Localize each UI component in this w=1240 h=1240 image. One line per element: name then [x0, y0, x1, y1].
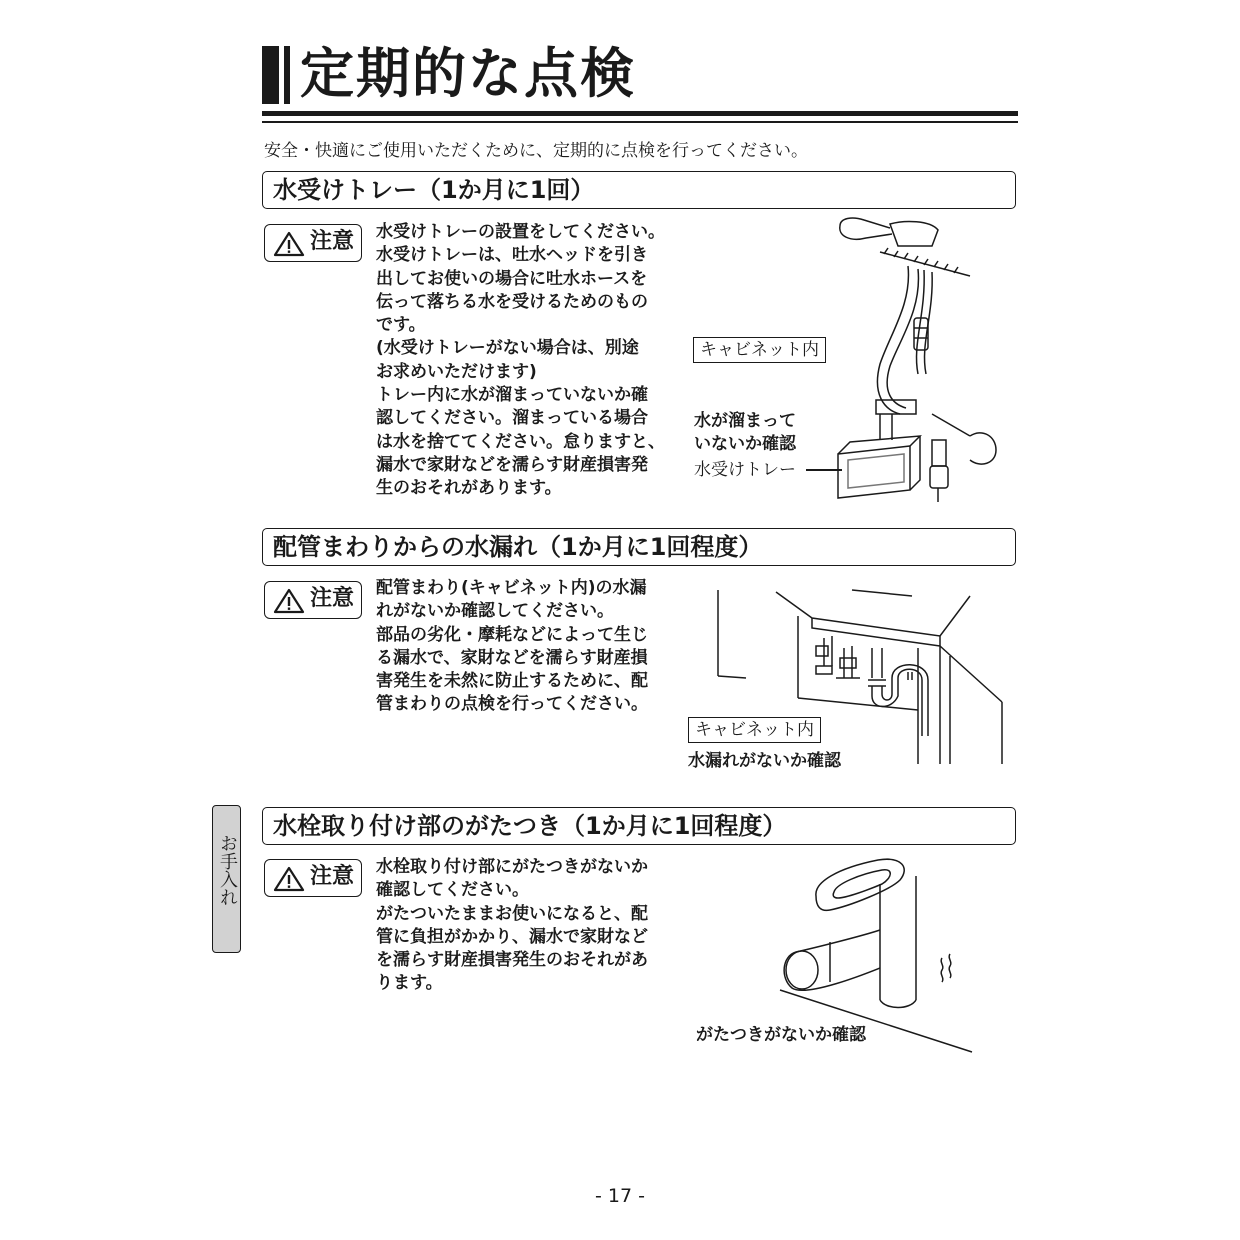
note-line: 水が溜まって	[694, 411, 796, 431]
body-line: 漏水で家財などを濡らす財産損害発	[376, 454, 648, 475]
body-line: ります。	[376, 973, 443, 994]
body-line: 生のおそれがあります。	[376, 478, 562, 499]
body-line: 管に負担がかかり、漏水で家財など	[376, 926, 648, 947]
section-body-tray	[376, 221, 665, 501]
body-line: 水受けトレーは、吐水ヘッドを引き	[376, 245, 648, 266]
caution-label: 注意	[310, 864, 355, 889]
side-tab-care	[212, 805, 241, 953]
tray-part-label: 水受けトレー	[694, 460, 796, 480]
warning-triangle-icon	[273, 588, 305, 614]
cabinet-label: キャビネット内	[693, 337, 826, 363]
warning-triangle-icon	[273, 866, 305, 892]
section-header-tray	[262, 171, 1016, 209]
tray-check-note	[694, 410, 796, 456]
section-header-piping	[262, 528, 1016, 566]
warning-triangle-icon	[273, 231, 305, 257]
tray-illustration	[820, 214, 1020, 504]
intro-text: 安全・快適にご使用いただくために、定期的に点検を行ってください。	[264, 141, 808, 161]
body-line: 伝って落ちる水を受けるためのもの	[376, 291, 648, 312]
section-title: 水受けトレー（1か月に1回）	[273, 176, 595, 204]
page-number: - 17 -	[595, 1185, 645, 1207]
body-line: 出してお使いの場合に吐水ホースを	[376, 268, 648, 289]
cabinet-label: キャビネット内	[688, 717, 821, 743]
title-rule-thin	[262, 121, 1018, 123]
section-body-piping	[376, 577, 648, 717]
side-tab-label: お手入れ	[217, 834, 238, 906]
body-line: がたついたままお使いになると、配	[376, 903, 648, 924]
caution-badge	[264, 224, 362, 262]
body-line: 配管まわり(キャビネット内)の水漏	[376, 578, 647, 598]
title-rule	[262, 111, 1018, 116]
body-line: れがないか確認してください。	[376, 601, 614, 622]
caution-badge	[264, 581, 362, 619]
body-line: を濡らす財産損害発生のおそれがあ	[376, 950, 648, 971]
body-line: 確認してください。	[376, 880, 529, 901]
leak-check-note: 水漏れがないか確認	[688, 751, 841, 771]
body-line: 害発生を未然に防止するために、配	[376, 671, 648, 692]
body-line: 部品の劣化・摩耗などによって生じ	[376, 624, 648, 645]
body-line: です。	[376, 315, 426, 336]
body-line: 管まわりの点検を行ってください。	[376, 694, 648, 715]
body-line: は水を捨ててください。怠りますと、	[376, 431, 665, 452]
caution-label: 注意	[310, 229, 355, 254]
section-header-mount	[262, 807, 1016, 845]
caution-badge	[264, 859, 362, 897]
body-line: 水栓取り付け部にがたつきがないか	[376, 857, 648, 877]
leader-line	[806, 469, 842, 471]
caution-label: 注意	[310, 586, 355, 611]
body-line: る漏水で、家財などを濡らす財産損	[376, 647, 648, 668]
body-line: (水受けトレーがない場合は、別途	[376, 338, 639, 359]
body-line: トレー内に水が溜まっていないか確	[376, 385, 648, 406]
body-line: お求めいただけます)	[376, 361, 537, 382]
body-line: 水受けトレーの設置をしてください。	[376, 222, 665, 242]
section-title: 水栓取り付け部のがたつき（1か月に1回程度）	[273, 812, 787, 840]
body-line: 認してください。溜まっている場合	[376, 408, 648, 429]
title-bars	[262, 46, 292, 104]
section-body-mount	[376, 856, 648, 996]
page-title: 定期的な点検	[300, 42, 636, 105]
wobble-check-note: がたつきがないか確認	[696, 1025, 866, 1045]
section-title: 配管まわりからの水漏れ（1か月に1回程度）	[273, 533, 763, 561]
note-line: いないか確認	[694, 434, 796, 454]
